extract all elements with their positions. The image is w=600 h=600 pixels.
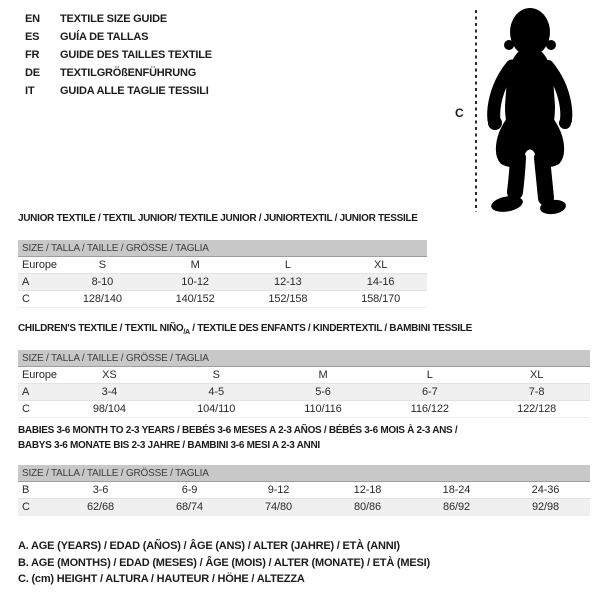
age-cell: 14-16	[366, 276, 395, 288]
guide-title: GUÍA DE TALLAS	[60, 31, 149, 43]
language-row-en	[25, 10, 212, 28]
age-cell: 12-13	[274, 276, 302, 288]
row-label: A	[22, 386, 30, 398]
language-row-es	[25, 28, 212, 46]
table-row-height	[18, 499, 590, 516]
age-cell: 12-18	[353, 484, 382, 496]
size-cell: XS	[102, 369, 117, 381]
row-label: C	[22, 501, 30, 513]
babies-section-title	[18, 425, 457, 455]
toddler-silhouette-icon	[485, 6, 575, 216]
table-row-height	[18, 401, 590, 418]
height-cell: 68/74	[175, 501, 204, 513]
babies-size-table	[18, 465, 590, 516]
children-section-title	[18, 323, 472, 336]
height-cell: 98/104	[92, 403, 126, 415]
children-title-sub: /A	[183, 329, 190, 336]
age-cell: 8-10	[91, 276, 114, 288]
language-code: DE	[25, 67, 40, 79]
height-measure-dashed-line	[475, 10, 477, 212]
table-row-age	[18, 384, 590, 401]
age-cell: 7-8	[528, 386, 545, 398]
age-cell: 10-12	[181, 276, 209, 288]
children-size-header: SIZE / TALLA / TAILLE / GRÖSSE / TAGLIA	[18, 350, 590, 367]
junior-size-header: SIZE / TALLA / TAILLE / GRÖSSE / TAGLIA	[18, 240, 427, 257]
language-code: IT	[25, 85, 35, 97]
height-measure-label: C	[455, 106, 464, 120]
size-cell: S	[98, 259, 106, 271]
junior-section-title: JUNIOR TEXTILE / TEXTIL JUNIOR/ TEXTILE JUNIOR / JUNIORTEXTIL / JUNIOR TESSILE	[18, 213, 418, 224]
babies-size-header: SIZE / TALLA / TAILLE / GRÖSSE / TAGLIA	[18, 465, 590, 482]
table-row-europe	[18, 367, 590, 384]
language-code: FR	[25, 49, 40, 61]
size-cell: M	[190, 259, 200, 271]
height-cell: 158/170	[361, 293, 401, 305]
height-cell: 128/140	[82, 293, 122, 305]
row-label: C	[22, 293, 30, 305]
junior-size-table	[18, 240, 427, 308]
height-cell: 62/68	[86, 501, 115, 513]
height-cell: 122/128	[517, 403, 557, 415]
age-cell: 24-36	[531, 484, 560, 496]
age-cell: 6-9	[181, 484, 198, 496]
age-cell: 9-12	[267, 484, 290, 496]
guide-title: TEXTILE SIZE GUIDE	[60, 13, 168, 25]
age-cell: 3-4	[101, 386, 118, 398]
table-row-height	[18, 291, 427, 308]
row-label: C	[22, 403, 30, 415]
language-row-it	[25, 82, 212, 100]
table-row-age	[18, 274, 427, 291]
height-cell: 116/122	[410, 403, 449, 415]
height-cell: 104/110	[197, 403, 236, 415]
size-cell: L	[426, 369, 433, 381]
size-cell: L	[284, 259, 291, 271]
note-age-years: A. AGE (YEARS) / EDAD (AÑOS) / ÂGE (ANS) / ALTER (JAHRE) / ETÀ (ANNI)	[18, 540, 400, 552]
height-cell: 74/80	[264, 501, 293, 513]
height-cell: 86/92	[442, 501, 471, 513]
language-code: ES	[25, 31, 40, 43]
language-title-block	[25, 10, 212, 100]
language-row-fr	[25, 46, 212, 64]
height-cell: 80/86	[353, 501, 382, 513]
table-row-age-months	[18, 482, 590, 499]
babies-title-line1: BABIES 3-6 MONTH TO 2-3 YEARS / BEBÉS 3-6 MESES A 2-3 AÑOS / BÉBÉS 3-6 MOIS À 2-3 ANS /	[18, 425, 458, 436]
children-size-table	[18, 350, 590, 418]
row-label: Europe	[22, 369, 57, 381]
size-cell: M	[318, 369, 328, 381]
size-cell: XL	[373, 259, 388, 271]
size-cell: S	[212, 369, 220, 381]
height-cell: 152/158	[268, 293, 308, 305]
legend-notes	[18, 540, 430, 590]
height-cell: 110/116	[304, 403, 342, 415]
height-cell: 92/98	[531, 501, 560, 513]
children-title-text: CHILDREN'S TEXTILE / TEXTIL NIÑO	[18, 323, 184, 334]
children-title-text: / TEXTILE DES ENFANTS / KINDERTEXTIL / BAMBINI TESSILE	[189, 323, 473, 334]
language-code: EN	[25, 13, 40, 25]
row-label: Europe	[22, 259, 57, 271]
age-cell: 18-24	[442, 484, 471, 496]
size-cell: XL	[529, 369, 544, 381]
babies-title-line2: BABYS 3-6 MONATE BIS 2-3 JAHRE / BAMBINI 3-6 MESI A 2-3 ANNI	[18, 440, 320, 451]
language-row-de	[25, 64, 212, 82]
table-row-europe	[18, 257, 427, 274]
age-cell: 5-6	[315, 386, 331, 398]
row-label: B	[22, 484, 30, 496]
age-cell: 3-6	[92, 484, 109, 496]
note-age-months: B. AGE (MONTHS) / EDAD (MESES) / ÂGE (MOIS) / ALTER (MONATE) / ETÀ (MESI)	[18, 556, 430, 569]
guide-title: TEXTILGRÖßENFÜHRUNG	[60, 67, 197, 79]
note-height-cm: C. (cm) HEIGHT / ALTURA / HAUTEUR / HÖHE / ALTEZZA	[18, 573, 305, 585]
age-cell: 6-7	[421, 386, 438, 398]
guide-title: GUIDE DES TAILLES TEXTILE	[60, 49, 212, 61]
height-cell: 140/152	[175, 293, 215, 305]
age-cell: 4-5	[208, 386, 224, 398]
guide-title: GUIDA ALLE TAGLIE TESSILI	[60, 85, 209, 97]
row-label: A	[22, 276, 30, 288]
